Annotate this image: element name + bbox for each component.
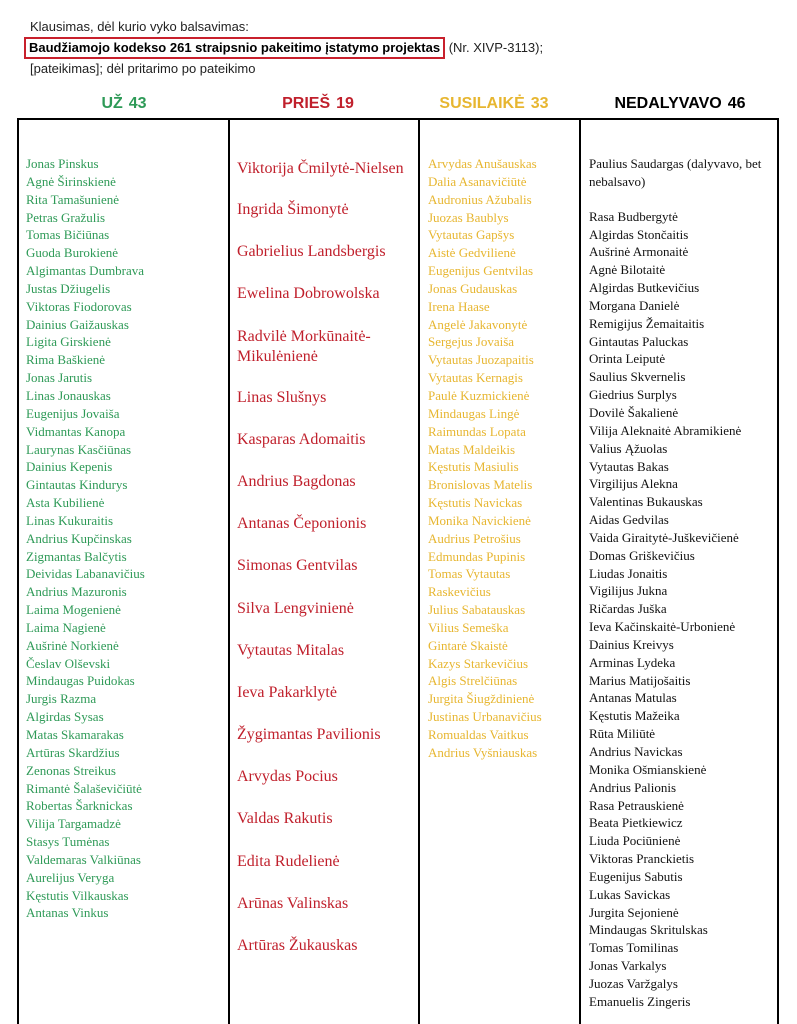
- susilaike-name-item: Jonas Gudauskas: [428, 280, 518, 296]
- uz-name-item: Aušrinė Norkienė: [26, 637, 119, 653]
- uz-name-item: Gintautas Kindurys: [26, 477, 128, 493]
- nedalyvavo-name-item: Agnė Bilotaitė: [589, 262, 666, 278]
- list-pries: [237, 159, 422, 978]
- susilaike-name-item: Eugenijus Gentvilas: [428, 263, 534, 279]
- uz-name-item: Rita Tamašunienė: [26, 191, 120, 207]
- pries-name-item: Simonas Gentvilas: [237, 557, 358, 575]
- uz-name-item: Zigmantas Balčytis: [26, 548, 127, 564]
- uz-name-item: Laima Nagienė: [26, 619, 106, 635]
- uz-name-item: Viktoras Fiodorovas: [26, 298, 132, 314]
- nedalyvavo-name-item: Emanuelis Zingeris: [589, 993, 691, 1009]
- nedalyvavo-name-item: Domas Griškevičius: [589, 547, 695, 563]
- uz-name-item: Jonas Pinskus: [26, 156, 99, 171]
- uz-name-item: Linas Jonauskas: [26, 387, 111, 403]
- uz-name-item: Linas Kukuraitis: [26, 512, 114, 528]
- susilaike-name-item: Justinas Urbanavičius: [428, 709, 542, 725]
- nedalyvavo-name-item: Aidas Gedvilas: [589, 512, 669, 528]
- susilaike-name-item: Raskevičius: [428, 584, 491, 600]
- uz-name-item: Dainius Gaižauskas: [26, 316, 129, 332]
- list-uz: [26, 155, 145, 922]
- heading-pries-count: 19: [336, 95, 354, 112]
- uz-name-item: Robertas Šarknickas: [26, 798, 133, 814]
- pries-name-item: Viktorija Čmilytė-Nielsen: [237, 160, 404, 177]
- susilaike-name-item: Kazys Starkevičius: [428, 655, 529, 671]
- uz-name-item: Zenonas Streikus: [26, 762, 116, 778]
- nedalyvavo-name-item: Dovilė Šakalienė: [589, 404, 679, 420]
- pries-name-item: Artūras Žukauskas: [237, 937, 358, 954]
- nedalyvavo-name-item: Tomas Tomilinas: [589, 940, 679, 956]
- susilaike-name-item: Algis Strelčiūnas: [428, 673, 518, 689]
- uz-name-item: Kęstutis Vilkauskas: [26, 887, 129, 903]
- nedalyvavo-name-item: Jurgita Sejonienė: [589, 904, 679, 920]
- uz-name-item: Jurgis Razma: [26, 691, 97, 707]
- question-stage: [pateikimas]; dėl pritarimo po pateikimo: [30, 61, 256, 76]
- bill-number: (Nr. XIVP-3113);: [448, 40, 544, 55]
- heading-nedalyvavo-label: NEDALYVAVO: [614, 95, 722, 112]
- uz-name-item: Valdemaras Valkiūnas: [26, 851, 141, 867]
- nedalyvavo-name-item: Beata Pietkiewicz: [589, 815, 683, 831]
- uz-name-item: Česlav Olševski: [26, 655, 111, 671]
- uz-name-item: Guoda Burokienė: [26, 245, 119, 261]
- pries-name-item: Arūnas Valinskas: [237, 894, 349, 912]
- uz-name-item: Rima Baškienė: [26, 352, 106, 368]
- uz-name-item: Ligita Girskienė: [26, 334, 111, 350]
- susilaike-name-item: Raimundas Lopata: [428, 423, 526, 439]
- nedalyvavo-name-item: Rasa Petrauskienė: [589, 797, 684, 813]
- uz-name-item: Vidmantas Kanopa: [26, 423, 126, 439]
- heading-uz-label: UŽ: [101, 95, 123, 112]
- nedalyvavo-name-item: Kęstutis Mažeika: [589, 708, 680, 724]
- susilaike-name-item: Bronislovas Matelis: [428, 477, 533, 493]
- uz-name-item: Artūras Skardžius: [26, 744, 120, 760]
- pries-name-item: Kasparas Adomaitis: [237, 430, 366, 448]
- uz-name-item: Aurelijus Veryga: [26, 869, 115, 885]
- uz-name-item: Algimantas Dumbrava: [26, 263, 145, 279]
- susilaike-name-item: Juozas Baublys: [428, 209, 509, 225]
- susilaike-name-item: Kęstutis Navickas: [428, 495, 523, 511]
- nedalyvavo-name-item: Dainius Kreivys: [589, 636, 674, 652]
- susilaike-name-item: Vytautas Kernagis: [428, 370, 523, 386]
- susilaike-name-item: Vytautas Juozapaitis: [428, 352, 534, 368]
- nedalyvavo-name-item: Algirdas Butkevičius: [589, 280, 700, 296]
- nedalyvavo-name-item: Gintautas Paluckas: [589, 333, 689, 349]
- uz-name-item: Petras Gražulis: [26, 209, 106, 225]
- heading-nedalyvavo: [580, 95, 780, 113]
- pries-name-item: Arvydas Pocius: [237, 768, 338, 786]
- list-item-note: Paulius Saudargas (dalyvavo, bet nebalsavo): [589, 156, 762, 189]
- uz-name-item: Mindaugas Puidokas: [26, 673, 135, 689]
- nedalyvavo-name-item: Remigijus Žemaitaitis: [589, 315, 705, 331]
- uz-name-item: Dainius Kepenis: [26, 459, 113, 475]
- uz-name-item: Laurynas Kasčiūnas: [26, 441, 132, 457]
- susilaike-name-item: Matas Maldeikis: [428, 441, 516, 457]
- susilaike-name-item: Irena Haase: [428, 298, 490, 314]
- heading-pries: [228, 95, 408, 113]
- nedalyvavo-name-item: Jonas Varkalys: [589, 958, 667, 974]
- susilaike-name-item: Vilius Semeška: [428, 619, 509, 635]
- uz-name-item: Agnė Širinskienė: [26, 173, 116, 189]
- list-nedalyvavo: [589, 155, 784, 1011]
- uz-name-item: Andrius Kupčinskas: [26, 530, 132, 546]
- uz-name-item: Justas Džiugelis: [26, 280, 111, 296]
- pries-name-item: Linas Slušnys: [237, 388, 327, 406]
- nedalyvavo-name-item: Antanas Matulas: [589, 690, 677, 706]
- susilaike-name-item: Andrius Vyšniauskas: [428, 744, 538, 760]
- uz-name-item: Matas Skamarakas: [26, 727, 124, 742]
- susilaike-name-item: Arvydas Anušauskas: [428, 156, 537, 171]
- susilaike-name-item: Paulė Kuzmickienė: [428, 387, 530, 403]
- susilaike-name-item: Audronius Ažubalis: [428, 191, 532, 207]
- uz-name-item: Algirdas Sysas: [26, 709, 104, 725]
- pries-name-item: Antanas Čeponionis: [237, 515, 367, 533]
- susilaike-name-item: Audrius Petrošius: [428, 530, 521, 546]
- susilaike-name-item: Angelė Jakavonytė: [428, 316, 528, 332]
- pries-name-item: Ingrida Šimonytė: [237, 201, 349, 218]
- nedalyvavo-name-item: Vytautas Bakas: [589, 458, 669, 474]
- nedalyvavo-name-item: Ričardas Juška: [589, 601, 667, 617]
- question-label: Klausimas, dėl kurio vyko balsavimas:: [30, 19, 249, 34]
- pries-name-item: Silva Lengvinienė: [237, 599, 354, 617]
- nedalyvavo-name-item: Orinta Leiputė: [589, 351, 666, 367]
- nedalyvavo-name-item: Viktoras Pranckietis: [589, 851, 695, 867]
- uz-name-item: Antanas Vinkus: [26, 905, 109, 921]
- uz-name-item: Andrius Mazuronis: [26, 584, 127, 600]
- nedalyvavo-name-item: Liuda Pociūnienė: [589, 833, 681, 849]
- pries-name-item: Ieva Pakarklytė: [237, 683, 337, 701]
- uz-name-item: Eugenijus Jovaiša: [26, 405, 120, 421]
- nedalyvavo-name-item: Mindaugas Skritulskas: [589, 922, 708, 938]
- nedalyvavo-name-item: Monika Ošmianskienė: [589, 761, 707, 777]
- nedalyvavo-name-item: Giedrius Surplys: [589, 387, 677, 403]
- nedalyvavo-name-item: Rasa Budbergytė: [589, 208, 678, 224]
- uz-name-item: Laima Mogenienė: [26, 602, 121, 618]
- heading-susilaike-count: 33: [530, 95, 549, 112]
- nedalyvavo-name-item: Vilija Aleknaitė Abramikienė: [589, 422, 742, 438]
- vote-question: [30, 17, 770, 79]
- nedalyvavo-name-item: Algirdas Stončaitis: [589, 226, 689, 242]
- pries-name-item: Vytautas Mitalas: [237, 641, 345, 659]
- susilaike-name-item: Dalia Asanavičiūtė: [428, 173, 527, 189]
- nedalyvavo-name-item: Valentinas Bukauskas: [589, 494, 703, 510]
- nedalyvavo-name-item: Vaida Giraitytė-Juškevičienė: [589, 529, 739, 545]
- heading-susilaike-label: SUSILAIKĖ: [439, 95, 525, 112]
- susilaike-name-item: Gintarė Skaistė: [428, 637, 508, 653]
- nedalyvavo-name-item: Marius Matijošaitis: [589, 672, 691, 688]
- nedalyvavo-name-item: Eugenijus Sabutis: [589, 868, 683, 884]
- nedalyvavo-name-item: Virgilijus Alekna: [589, 476, 678, 492]
- pries-name-item: Žygimantas Pavilionis: [237, 726, 381, 744]
- nedalyvavo-name-item: Valius Ąžuolas: [589, 440, 668, 456]
- susilaike-name-item: Sergejus Jovaiša: [428, 334, 515, 350]
- uz-name-item: Rimantė Šalaševičiūtė: [26, 780, 142, 796]
- pries-name-item: Edita Rudelienė: [237, 852, 340, 870]
- heading-uz: [20, 95, 228, 113]
- uz-name-item: Deividas Labanavičius: [26, 566, 145, 582]
- nedalyvavo-name-item: Andrius Navickas: [589, 744, 683, 759]
- heading-uz-count: 43: [128, 95, 147, 112]
- nedalyvavo-name-item: Saulius Skvernelis: [589, 369, 686, 385]
- uz-name-item: Vilija Targamadzė: [26, 816, 121, 832]
- list-susilaike: [428, 155, 542, 762]
- column-divider: [228, 118, 230, 1024]
- uz-name-item: Asta Kubilienė: [26, 495, 105, 511]
- pries-name-item: Radvilė Morkūnaitė-Mikulėnienė: [237, 327, 371, 365]
- nedalyvavo-name-item: Ieva Kačinskaitė-Urbonienė: [589, 619, 736, 635]
- nedalyvavo-name-item: Liudas Jonaitis: [589, 565, 668, 581]
- uz-name-item: Jonas Jarutis: [26, 370, 93, 386]
- susilaike-name-item: Aistė Gedvilienė: [428, 245, 516, 261]
- susilaike-name-item: Jurgita Šiugždinienė: [428, 691, 535, 707]
- nedalyvavo-name-item: Lukas Savickas: [589, 886, 671, 902]
- nedalyvavo-name-item: Rūta Miliūtė: [589, 726, 656, 742]
- susilaike-name-item: Monika Navickienė: [428, 512, 531, 528]
- pries-name-item: Andrius Bagdonas: [237, 472, 356, 490]
- uz-name-item: Tomas Bičiūnas: [26, 227, 110, 243]
- nedalyvavo-name-item: Arminas Lydeka: [589, 654, 676, 670]
- nedalyvavo-name-item: Vigilijus Jukna: [589, 583, 668, 599]
- nedalyvavo-name-item: Andrius Palionis: [589, 779, 677, 795]
- nedalyvavo-name-item: Morgana Danielė: [589, 297, 680, 313]
- nedalyvavo-name-item: Aušrinė Armonaitė: [589, 244, 689, 260]
- susilaike-name-item: Tomas Vytautas: [428, 566, 511, 582]
- susilaike-name-item: Edmundas Pupinis: [428, 548, 526, 564]
- nedalyvavo-name-item: Juozas Varžgalys: [589, 975, 678, 991]
- uz-name-item: Stasys Tumėnas: [26, 834, 110, 850]
- heading-susilaike: [408, 95, 580, 113]
- pries-name-item: Ewelina Dobrowolska: [237, 285, 380, 303]
- column-headings: [0, 95, 797, 119]
- column-divider: [579, 118, 581, 1024]
- susilaike-name-item: Kęstutis Masiulis: [428, 459, 519, 475]
- susilaike-name-item: Vytautas Gapšys: [428, 227, 515, 243]
- pries-name-item: Valdas Rakutis: [237, 810, 333, 828]
- heading-pries-label: PRIEŠ: [282, 95, 331, 112]
- heading-nedalyvavo-count: 46: [727, 95, 746, 112]
- bill-title-highlight: Baudžiamojo kodekso 261 straipsnio pakeitimo įstatymo projektas: [24, 37, 445, 59]
- susilaike-name-item: Mindaugas Lingė: [428, 405, 520, 421]
- susilaike-name-item: Romualdas Vaitkus: [428, 727, 529, 742]
- pries-name-item: Gabrielius Landsbergis: [237, 243, 386, 261]
- susilaike-name-item: Julius Sabatauskas: [428, 602, 526, 618]
- question-line: [30, 37, 770, 59]
